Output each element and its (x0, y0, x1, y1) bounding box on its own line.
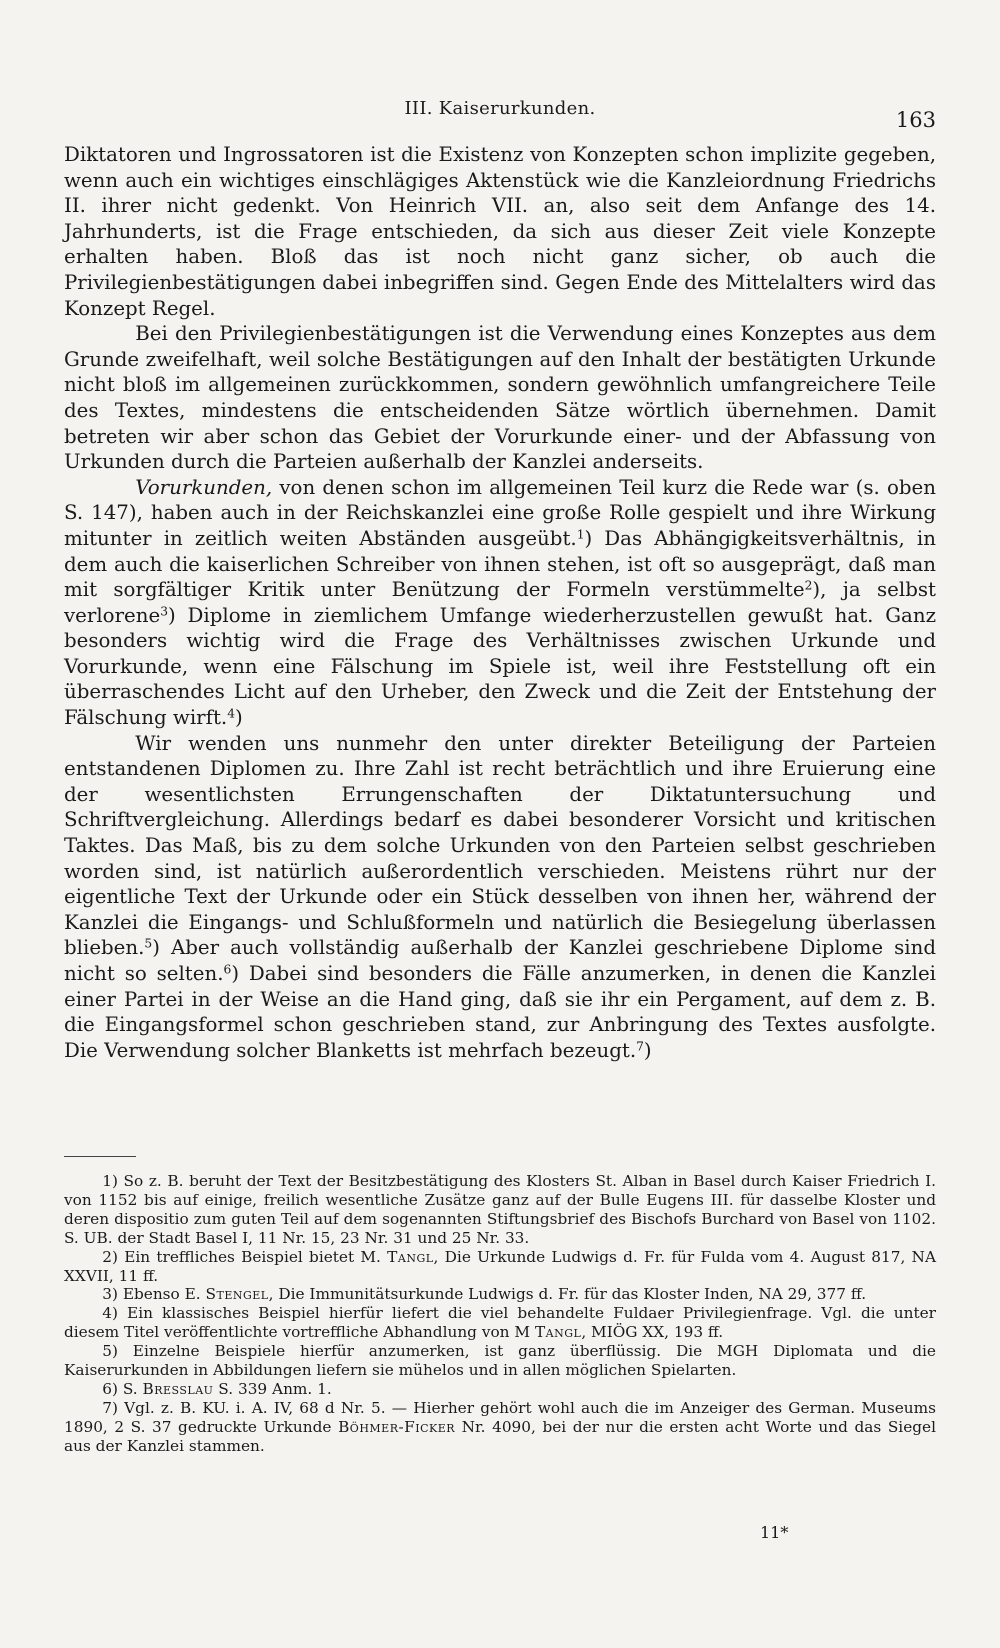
paragraph-4 (64, 731, 936, 1064)
paragraph-4-text: Wir wenden uns nunmehr den unter direkter Beteiligung der Parteien entstandenen Diplomen zu. Ihre Zahl ist recht beträchtlich und ihre Eruierung eine der wesentlichsten Errungenschaften der Diktatuntersuchung und Schriftvergleichung. Allerdings bedarf es dabei besonderer Vorsicht und kritischen Taktes. Das Maß, bis zu dem solche Urkunden von den Parteien selbst geschrieben worden sind, ist natürlich außerordentlich verschieden. Meistens rührt nur der eigentliche Text der Urkunde oder ein Stück desselben von ihnen her, während der Kanzlei die Eingangs- und Schlußformeln und natürlich die Besiegelung überlassen blieben. (64, 731, 936, 960)
paragraph-3-text: ) Das Abhängigkeitsverhältnis, in dem auch die kaiserlichen Schreiber von ihnen stehen, ist oft so ausgeprägt, daß man mit sorgfältiger Kritik unter Benützung der Formeln verstümmelte (64, 526, 936, 602)
footnote-ref: 6 (223, 962, 232, 977)
author-name: Böhmer-Ficker (338, 1417, 456, 1436)
paragraph-2 (64, 321, 936, 475)
footnote-ref: 5 (144, 936, 153, 951)
footnote-4-text: 4) Ein klassisches Beispiel hierfür liefert die viel behandelte Fuldaer Privilegienfrage. Vgl. die unter diesem Titel veröffentlichte vortreffliche Abhandlung von M (64, 1304, 936, 1342)
footnote-6-text: S. 339 Anm. 1. (213, 1379, 332, 1398)
author-name: Stengel (205, 1285, 269, 1304)
paragraph-4-text: ) Aber auch vollständig außerhalb der Kanzlei geschriebene Diplome sind nicht so selten. (64, 936, 936, 985)
footnote-6 (64, 1380, 936, 1399)
printer-signature: 11* (760, 1523, 789, 1542)
author-name: Tangl (387, 1247, 434, 1266)
footnote-1 (64, 1172, 936, 1248)
paragraph-3-text: ) (235, 706, 243, 730)
footnote-ref: 3 (160, 603, 168, 618)
paragraph-4-text: ) Dabei sind besonders die Fälle anzumerken, in denen die Kanzlei einer Partei in der Weise an die Hand ging, daß sie ihr ein Pergament, auf dem z. B. die Eingangsformel schon geschrieben stand, zur Anbringung des Textes ausfolgte. Die Verwendung solcher Blanketts ist mehrfach bezeugt. (64, 962, 937, 1062)
paragraph-2-text: Bei den Privilegienbestätigungen ist die Verwendung eines Konzeptes aus dem Grunde zweifelhaft, weil solche Bestätigungen auf den Inhalt der bestätigten Urkunde nicht bloß im allgemeinen zurückkommen, sondern gewöhnlich umfangreichere Teile des Textes, mindestens die entscheidenden Sätze wörtlich übernehmen. Damit betreten wir aber schon das Gebiet der Vorurkunde einer- und der Abfassung von Urkunden durch die Parteien außerhalb der Kanzlei anderseits. (64, 322, 936, 474)
footnote-3-text: , Die Immunitätsurkunde Ludwigs d. Fr. für das Kloster Inden, NA 29, 377 ff. (268, 1285, 867, 1304)
paragraph-3-text: ) Diplome in ziemlichem Umfange wiederherzustellen gewußt hat. Ganz besonders wichtig wird die Frage des Verhältnisses zwischen Urkunde und Vorurkunde, wenn eine Fälschung im Spiele ist, weil ihre Feststellung oft ein überraschendes Licht auf den Urheber, den Zweck und die Zeit der Entstehung der Fälschung wirft. (64, 603, 936, 730)
footnote-2-text: , Die Urkunde Ludwigs d. Fr. für Fulda vom 4. August 817, NA XXVII, 11 ff. (64, 1247, 936, 1285)
author-name: Tangl (534, 1323, 582, 1342)
running-head: III. Kaiserurkunden. (404, 98, 596, 119)
footnote-7 (64, 1399, 936, 1456)
paragraph-3 (64, 475, 936, 731)
footnote-3 (64, 1285, 936, 1304)
footnote-ref: 4 (227, 706, 235, 721)
footnote-ref: 7 (636, 1039, 644, 1054)
italic-term: Vorurkunden, (135, 475, 273, 499)
footnote-4-text: , MIÖG XX, 193 ff. (581, 1323, 724, 1342)
footnote-3-text: 3) Ebenso E. (102, 1285, 201, 1304)
footnote-7-text: 7) Vgl. z. B. KU. i. A. IV, 68 d Nr. 5. — Hierher gehört wohl auch die im Anzeiger des German. Museums 1890, 2 S. 37 gedruckte Urkunde (64, 1398, 936, 1436)
footnote-2 (64, 1248, 936, 1286)
footnote-ref: 1 (576, 527, 585, 542)
page-number: 163 (895, 108, 936, 132)
footnote-5 (64, 1342, 936, 1380)
author-name: Bresslau (142, 1379, 214, 1398)
footnote-2-text: 2) Ein treffliches Beispiel bietet M. (102, 1247, 381, 1266)
footnote-1-text: 1) So z. B. beruht der Text der Besitzbestätigung des Klosters St. Alban in Basel durch Kaiser Friedrich I. von 1152 bis auf einige, freilich wesentliche Zusätze ganz auf der Bulle Eugens III. für dasselbe Kloster und deren dispositio zum guten Teil auf dem sogenannten Stiftungsbrief des Bischofs Burchard von Basel von 1102. S. UB. der Stadt Basel I, 11 Nr. 15, 23 Nr. 31 und 25 Nr. 33. (64, 1172, 936, 1247)
footnote-5-text: 5) Einzelne Beispiele hierfür anzumerken, ist ganz überflüssig. Die MGH Diplomata und die Kaiserurkunden in Abbildungen liefern sie mühelos und in allen möglichen Spielarten. (64, 1342, 936, 1380)
paragraph-1 (64, 142, 936, 321)
footnotes (64, 1172, 936, 1456)
footnote-ref: 2 (804, 578, 813, 593)
paragraph-1-text: Diktatoren und Ingrossatoren ist die Existenz von Konzepten schon implizite gegeben, wenn auch ein wichtiges einschlägiges Aktenstück wie die Kanzleiordnung Friedrichs II. ihrer nicht gedenkt. Von Heinrich VII. an, also seit dem Anfange des 14. Jahrhunderts, ist die Frage entschieden, da sich aus dieser Zeit viele Konzepte erhalten haben. Bloß das ist noch nicht ganz sicher, ob auch die Privilegienbestätigungen dabei inbegriffen sind. Gegen Ende des Mittelalters wird das Konzept Regel. (64, 143, 936, 320)
main-text (64, 142, 936, 1063)
footnote-4 (64, 1304, 936, 1342)
page-header (64, 98, 936, 132)
footnote-divider (64, 1156, 136, 1157)
paragraph-3-text: von denen schon im allgemeinen Teil kurz die Rede war (s. oben S. 147), haben auch in der Reichskanzlei eine große Rolle gespielt und ihre Wirkung mitunter in zeitlich weiten Abständen ausgeübt. (64, 475, 936, 550)
footnote-7-text: Nr. 4090, bei der nur die ersten acht Worte und das Siegel aus der Kanzlei stammen. (64, 1417, 936, 1455)
paragraph-4-text: ) (643, 1038, 652, 1062)
paragraph-3-text: ), ja selbst verlorene (64, 578, 936, 627)
footnote-6-text: 6) S. (102, 1379, 138, 1398)
